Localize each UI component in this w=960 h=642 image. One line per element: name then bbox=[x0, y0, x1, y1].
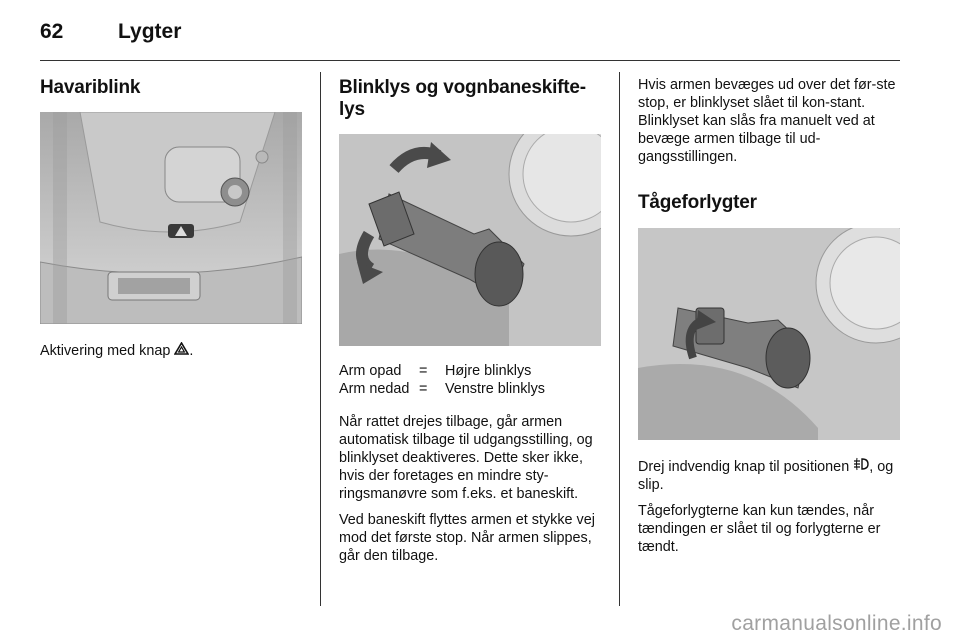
paragraph-lane-change: Ved baneskift flyttes armen et stykke vej mod det første stop. Når armen slippes, går den tilbage. bbox=[339, 512, 595, 564]
column-fog-lights bbox=[638, 75, 900, 556]
paragraph-return: Når rattet drejes tilbage, går armen automatisk tilbage til udgangsstilling, og blinklyset deaktiveres. Dette sker ikke, hvis der foretages en mindre sty-ringsmanøvre som f.eks. et baneskift. bbox=[339, 414, 593, 502]
fog-light-switch-illustration bbox=[638, 228, 900, 440]
paragraph-fog-condition: Tågeforlygterne kan kun tændes, når tændingen er slået til og forlygterne er tændt. bbox=[638, 503, 881, 555]
column-divider-1 bbox=[320, 72, 321, 606]
table-equals: = bbox=[419, 381, 428, 397]
table-equals: = bbox=[419, 363, 428, 379]
chapter-title: Lygter bbox=[118, 20, 182, 43]
hazard-switch-illustration bbox=[40, 112, 302, 324]
table-value: Venstre blinklys bbox=[445, 381, 545, 397]
watermark: carmanualsonline.info bbox=[731, 612, 942, 635]
page-number: 62 bbox=[40, 20, 64, 43]
turn-signal-lever-illustration bbox=[339, 134, 601, 346]
section-heading-fog-lights: Tågeforlygter bbox=[638, 192, 757, 213]
table-key: Arm nedad bbox=[339, 381, 410, 397]
fog-light-icon bbox=[853, 457, 869, 475]
table-row bbox=[339, 362, 545, 380]
column-hazard bbox=[40, 75, 302, 360]
hazard-caption: Aktivering med knap . bbox=[40, 343, 194, 359]
section-heading-turn-signal: Blinklys og vognbaneskifte-lys bbox=[339, 77, 586, 120]
column-divider-2 bbox=[619, 72, 620, 606]
column-turn-signal bbox=[339, 75, 601, 565]
table-value: Højre blinklys bbox=[445, 363, 532, 379]
header-rule bbox=[40, 60, 900, 61]
table-row bbox=[339, 380, 545, 398]
section-heading-hazard: Havariblink bbox=[40, 77, 141, 98]
hazard-triangle-icon bbox=[174, 341, 189, 359]
paragraph-constant: Hvis armen bevæges ud over det før-ste stop, er blinklyset slået til kon-stant. Blinklyset kan slås fra manuelt ved at bevæge armen tilbage til ud-gangsstillingen. bbox=[638, 77, 896, 165]
paragraph-turn-knob: Drej indvendig knap til positionen , og slip. bbox=[638, 459, 894, 493]
lever-function-table bbox=[339, 362, 545, 398]
table-key: Arm opad bbox=[339, 363, 402, 379]
